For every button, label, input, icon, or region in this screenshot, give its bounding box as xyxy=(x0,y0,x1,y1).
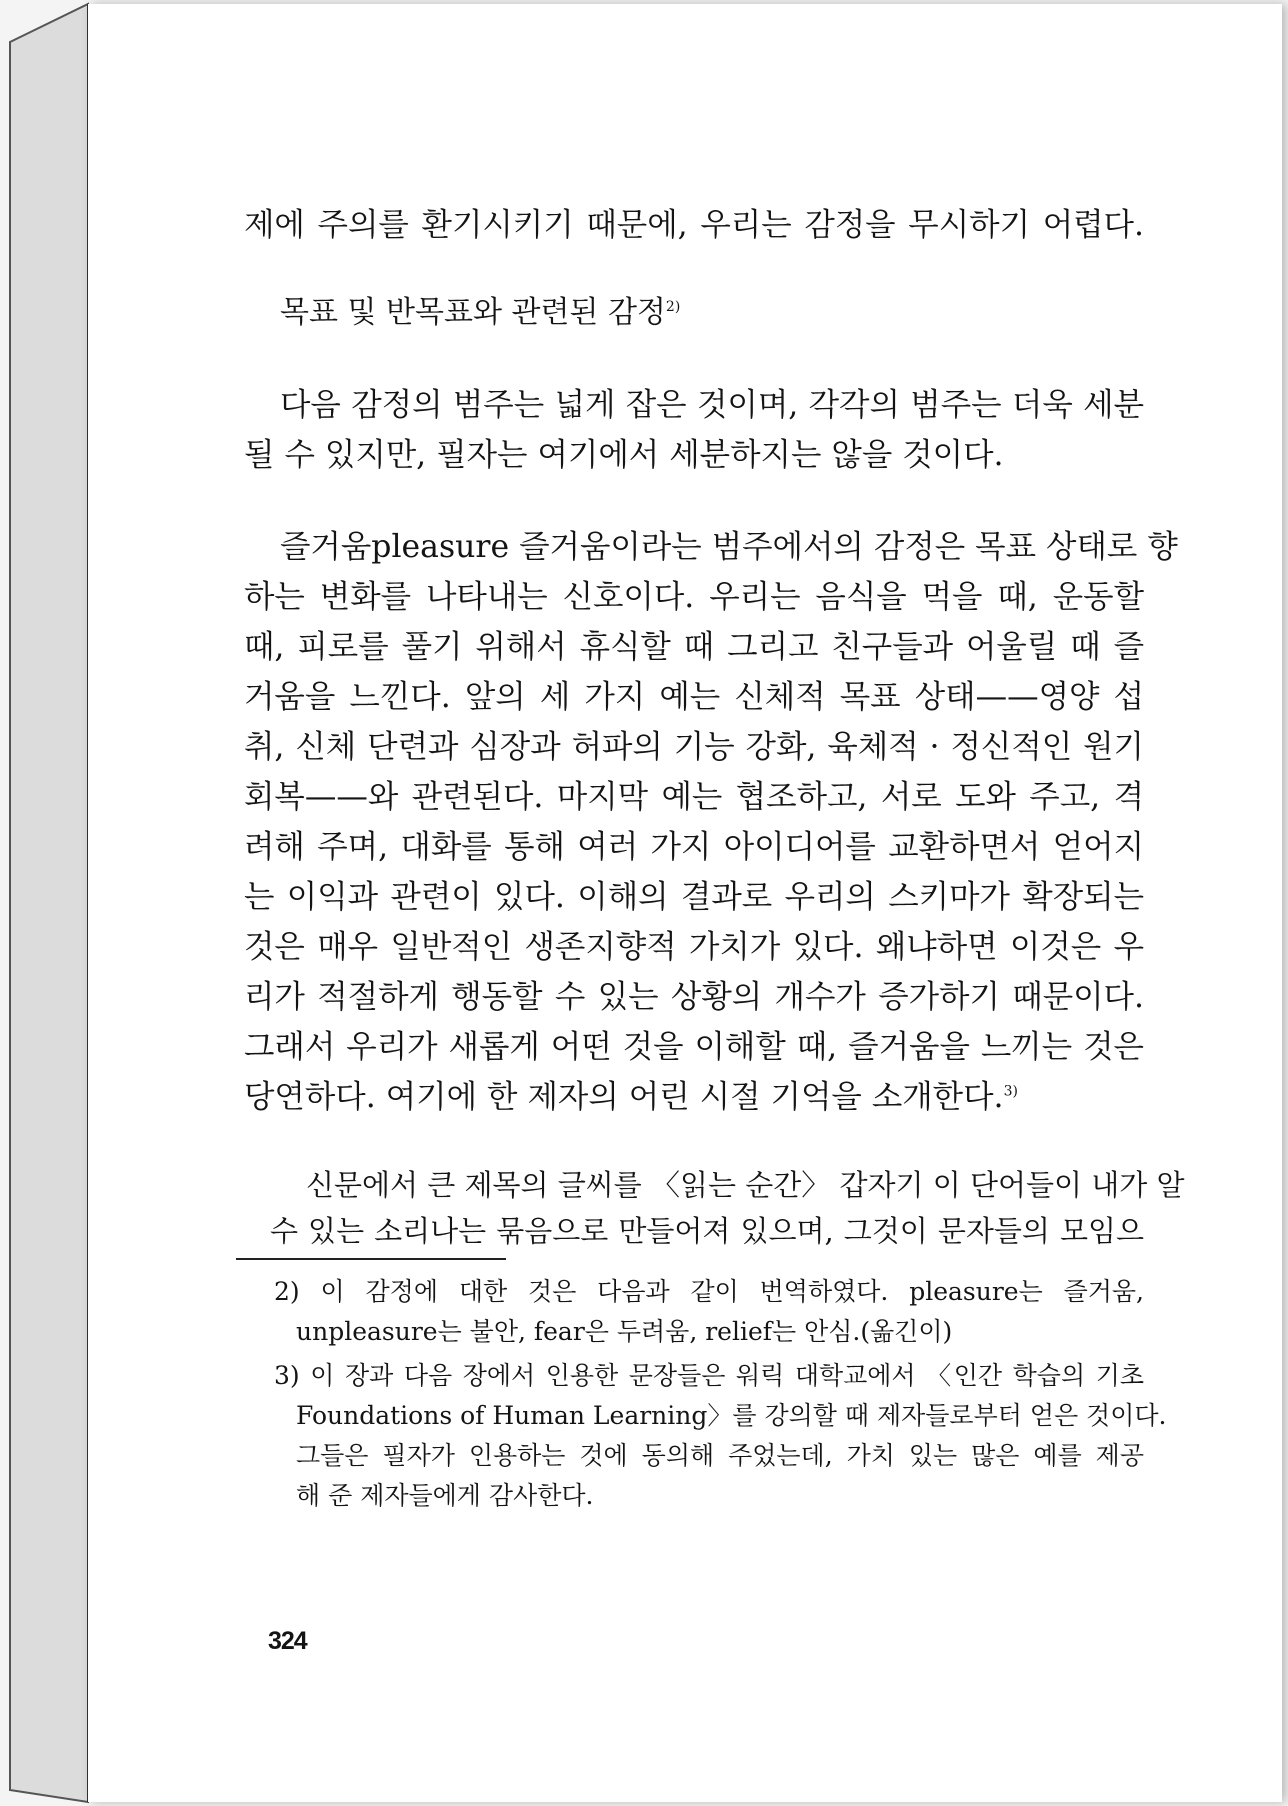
paragraph xyxy=(244,380,1144,480)
footnote-2 xyxy=(244,1272,1144,1352)
text-line: 그래서 우리가 새롭게 어떤 것을 이해할 때, 즐거움을 느끼는 것은 xyxy=(244,1029,1144,1065)
footnote-line: unpleasure는 불안, fear은 두려움, relief는 안심.(옮긴이) xyxy=(296,1317,953,1346)
quote-line: 수 있는 소리나는 묶음으로 만들어져 있으며, 그것이 문자들의 모임으 xyxy=(270,1214,1144,1248)
text-line: 는 이익과 관련이 있다. 이해의 결과로 우리의 스키마가 확장되는 xyxy=(244,879,1144,915)
footnote-line: 2) 이 감정에 대한 것은 다음과 같이 번역하였다. pleasure는 즐거움, xyxy=(274,1277,1144,1306)
paragraph-pleasure xyxy=(244,522,1178,1122)
footnote-line: 해 준 제자들에게 감사한다. xyxy=(296,1481,594,1510)
section-heading xyxy=(244,288,1144,338)
text-line-content: 당연하다. 여기에 한 제자의 어린 시절 기억을 소개한다. xyxy=(244,1079,1004,1115)
text-line: 하는 변화를 나타내는 신호이다. 우리는 음식을 먹을 때, 운동할 xyxy=(244,579,1144,615)
text-line: 려해 주며, 대화를 통해 여러 가지 아이디어를 교환하면서 얻어지 xyxy=(244,829,1144,865)
footnote-3 xyxy=(244,1356,1167,1516)
text-line: 리가 적절하게 행동할 수 있는 상황의 개수가 증가하기 때문이다. xyxy=(244,979,1144,1015)
text-line: 다음 감정의 범주는 넓게 잡은 것이며, 각각의 범주는 더욱 세분 xyxy=(280,387,1144,423)
footnote-line: Foundations of Human Learning〉를 강의할 때 제자들로부터 얻은 것이다. xyxy=(296,1401,1167,1430)
block-quote xyxy=(244,1162,1185,1254)
text-line xyxy=(244,1072,1144,1122)
text-line: 것은 매우 일반적인 생존지향적 가치가 있다. 왜냐하면 이것은 우 xyxy=(244,929,1144,965)
footnote-line: 그들은 필자가 인용하는 것에 동의해 주었는데, 가치 있는 많은 예를 제공 xyxy=(296,1441,1144,1470)
text-line: 제에 주의를 환기시키기 때문에, 우리는 감정을 무시하기 어렵다. xyxy=(244,207,1144,243)
text-line: 거움을 느낀다. 앞의 세 가지 예는 신체적 목표 상태——영양 섭 xyxy=(244,679,1144,715)
quote-line: 신문에서 큰 제목의 글씨를 〈읽는 순간〉 갑자기 이 단어들이 내가 알 xyxy=(306,1168,1185,1202)
text-line: 될 수 있지만, 필자는 여기에서 세분하지는 않을 것이다. xyxy=(244,437,1004,473)
footnote-line: 3) 이 장과 다음 장에서 인용한 문장들은 워릭 대학교에서 〈인간 학습의 기초 xyxy=(274,1361,1144,1390)
text-line: 회복——와 관련된다. 마지막 예는 협조하고, 서로 도와 주고, 격 xyxy=(244,779,1144,815)
text-line: 즐거움pleasure 즐거움이라는 범주에서의 감정은 목표 상태로 향 xyxy=(280,529,1178,565)
footnote-ref: 3) xyxy=(1003,1083,1018,1100)
page-content xyxy=(244,200,1185,1516)
text-line: 때, 피로를 풀기 위해서 휴식할 때 그리고 친구들과 어울릴 때 즐 xyxy=(244,629,1144,665)
footnote-ref: 2) xyxy=(665,299,681,315)
text-line: 취, 신체 단련과 심장과 허파의 기능 강화, 육체적 · 정신적인 원기 xyxy=(244,729,1144,765)
page-number: 324 xyxy=(268,1627,307,1655)
footnote-divider xyxy=(236,1258,506,1260)
section-heading-text: 목표 및 반목표와 관련된 감정 xyxy=(280,295,666,330)
